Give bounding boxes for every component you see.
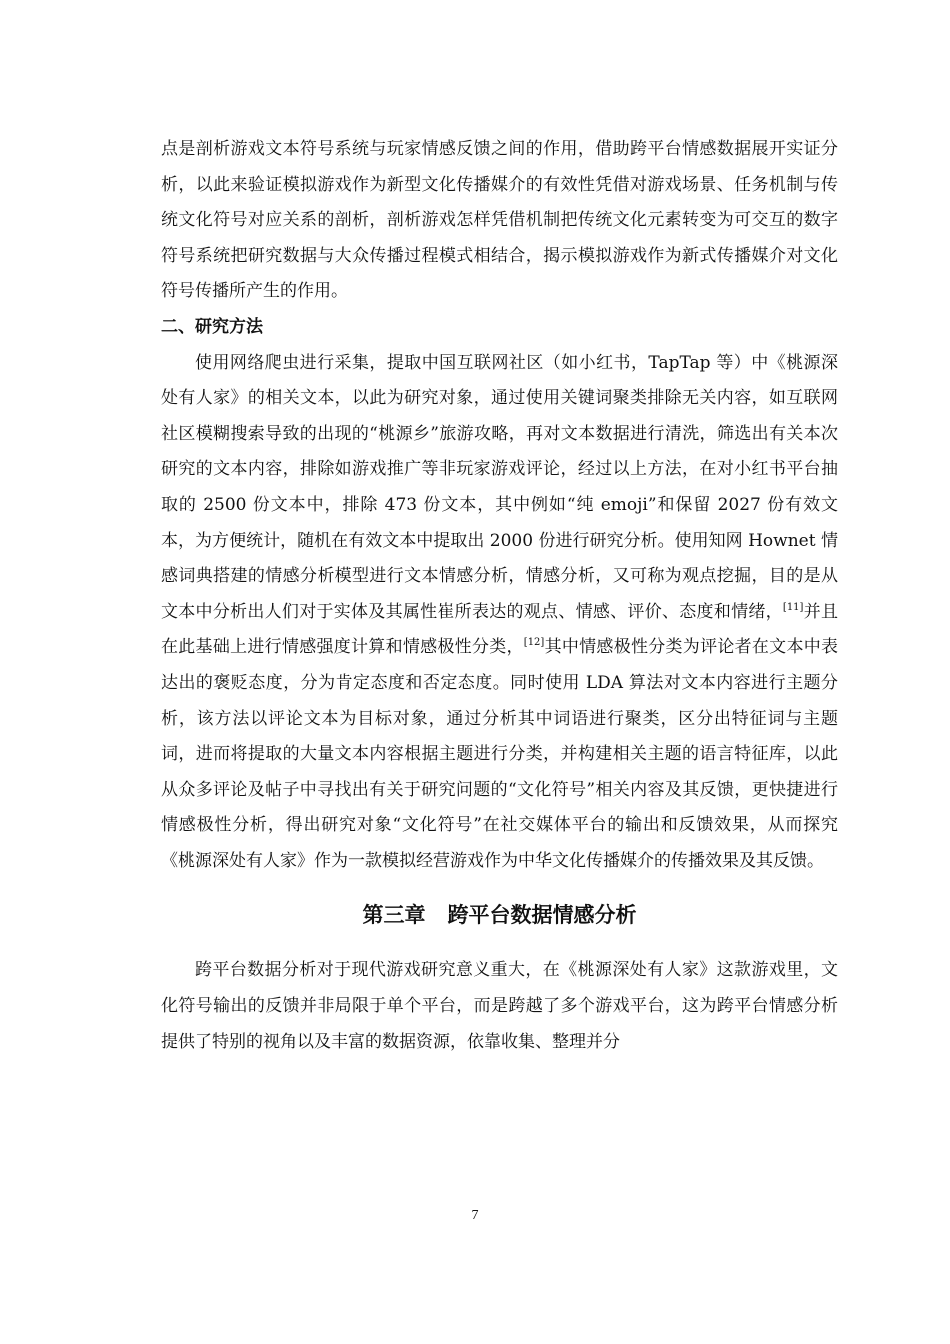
citation-ref-11: [11] [782, 601, 804, 613]
methods-text-part-2: 并且在此基础上进行情感强度计算和情感极性分类， [161, 601, 839, 658]
paper-body [161, 132, 838, 1060]
section-heading-research-methods: 二、研究方法 [161, 316, 263, 337]
body-paragraph-chapter-three: 跨平台数据分析对于现代游戏研究意义重大，在《桃源深处有人家》这款游戏里，文化符号输出的反馈并非局限于单个平台，而是跨越了多个游戏平台，这为跨平台情感分析提供了特别的视角以及丰富的数据资源，依靠收集、整理并分 [161, 960, 838, 1052]
chapter-label: 第三章 [362, 903, 426, 928]
chapter-title-text: 跨平台数据情感分析 [447, 903, 637, 928]
chapter-title [161, 879, 838, 953]
body-paragraph-methods [161, 346, 838, 880]
methods-text-part-3: 其中情感极性分类为评论者在文本中表达出的褒贬态度，分为肯定态度和否定态度。同时使用 LDA 算法对文本内容进行主题分析，该方法以评论文本为目标对象，通过分析其中词语进行聚类，区分出特征词与主题词，进而将提取的大量文本内容根据主题进行分类，并构建相关主题的语言特征库，以此从众多评论及帖子中寻找出有关于研究问题的“文化符号”相关内容及其反馈，更快捷进行情感极性分析，得出研究对象“文化符号”在社交媒体平台的输出和反馈效果，从而探究《桃源深处有人家》作为一款模拟经营游戏作为中华文化传播媒介的传播效果及其反馈。 [161, 637, 839, 871]
body-paragraph-continuation: 点是剖析游戏文本符号系统与玩家情感反馈之间的作用，借助跨平台情感数据展开实证分析，以此来验证模拟游戏作为新型文化传播媒介的有效性凭借对游戏场景、任务机制与传统文化符号对应关系的剖析，剖析游戏怎样凭借机制把传统文化元素转变为可交互的数字符号系统把研究数据与大众传播过程模式相结合，揭示模拟游戏作为新式传播媒介对文化符号传播所产生的作用。 [161, 139, 838, 302]
citation-ref-12: [12] [523, 637, 545, 649]
page-number: 7 [471, 1208, 479, 1223]
methods-text-part-1: 使用网络爬虫进行采集，提取中国互联网社区（如小红书，TapTap 等）中《桃源深处有人家》的相关文本，以此为研究对象，通过使用关键词聚类排除无关内容，如互联网社区模糊搜索导致的出现的“桃源乡”旅游攻略，再对文本数据进行清洗，筛选出有关本次研究的文本内容，排除如游戏推广等非玩家游戏评论，经过以上方法，在对小红书平台抽取的 2500 份文本中，排除 473 份文本，其中例如“纯 emoji”和保留 2027 份有效文本，为方便统计，随机在有效文本中提取出 2000 份进行研究分析。使用知网 Hownet 情感词典搭建的情感分析模型进行文本情感分析，情感分析，又可称为观点挖掘，目的是从文本中分析出人们对于实体及其属性崔所表达的观点、情感、评价、态度和情绪， [161, 352, 838, 622]
